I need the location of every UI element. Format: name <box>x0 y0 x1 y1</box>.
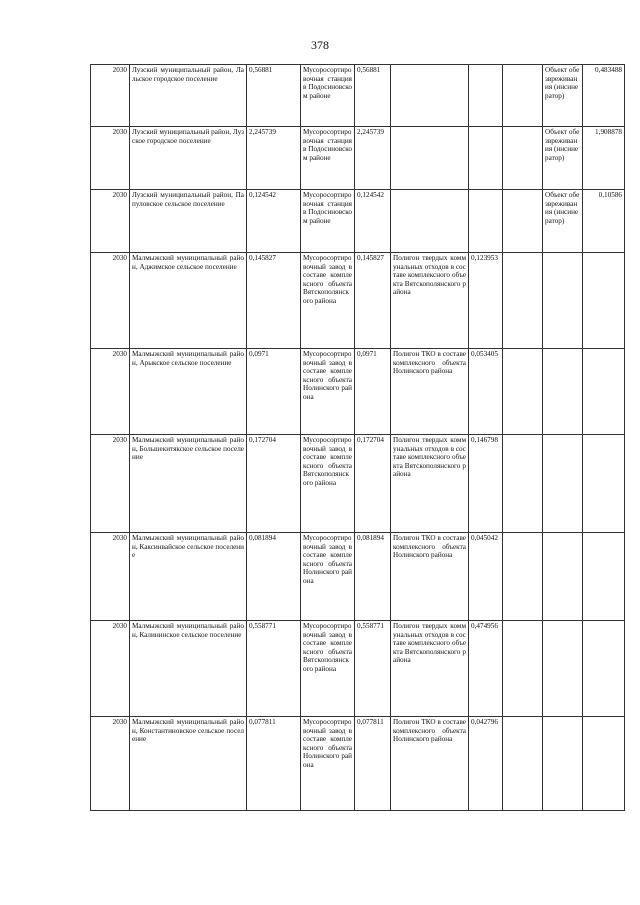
table-row <box>91 253 625 349</box>
table-row <box>91 349 625 435</box>
disposal-facility-cell <box>543 253 583 349</box>
sorting-mass-cell: 0,077811 <box>355 717 391 811</box>
sorting-facility-cell: Мусоросортировочный завод в составе комплексного объекта Нолинского района <box>301 533 355 621</box>
year-cell: 2030 <box>91 190 130 253</box>
year-cell: 2030 <box>91 349 130 435</box>
year-cell: 2030 <box>91 717 130 811</box>
empty-cell <box>503 621 543 717</box>
sorting-mass-cell: 0,56881 <box>355 65 391 127</box>
disposal-mass-cell <box>583 253 625 349</box>
landfill-cell: Полигон твердых коммунальных отходов в составе комплексного объекта Вятскополянского района <box>391 253 469 349</box>
disposal-facility-cell <box>543 435 583 533</box>
year-cell: 2030 <box>91 253 130 349</box>
landfill-mass-cell: 0,146798 <box>469 435 503 533</box>
table-body <box>91 65 625 811</box>
disposal-facility-cell: Объект обезвреживания (инсинератор) <box>543 65 583 127</box>
sorting-facility-cell: Мусоросортировочный завод в составе комплексного объекта Вятскополянского района <box>301 621 355 717</box>
sorting-facility-cell: Мусоросортировочный завод в составе комплексного объекта Нолинского района <box>301 717 355 811</box>
mass-cell: 0,145827 <box>247 253 301 349</box>
settlement-cell: Малмыжский муниципальный район, Константиновское сельское поселение <box>130 717 247 811</box>
sorting-facility-cell: Мусоросортировочная станция в Подосиновском районе <box>301 190 355 253</box>
table-row <box>91 621 625 717</box>
landfill-cell <box>391 65 469 127</box>
sorting-mass-cell: 0,172704 <box>355 435 391 533</box>
empty-cell <box>503 533 543 621</box>
empty-cell <box>503 253 543 349</box>
sorting-mass-cell: 0,124542 <box>355 190 391 253</box>
year-cell: 2030 <box>91 621 130 717</box>
mass-cell: 0,081894 <box>247 533 301 621</box>
disposal-mass-cell <box>583 435 625 533</box>
landfill-mass-cell: 0,474956 <box>469 621 503 717</box>
landfill-cell: Полигон ТКО в составе комплексного объекта Нолинского района <box>391 533 469 621</box>
settlement-cell: Малмыжский муниципальный район, Большекитякское сельское поселение <box>130 435 247 533</box>
sorting-mass-cell: 0,145827 <box>355 253 391 349</box>
year-cell: 2030 <box>91 65 130 127</box>
sorting-mass-cell: 2,245739 <box>355 127 391 190</box>
sorting-facility-cell: Мусоросортировочная станция в Подосиновском районе <box>301 65 355 127</box>
landfill-mass-cell <box>469 190 503 253</box>
table-row <box>91 717 625 811</box>
landfill-cell: Полигон твердых коммунальных отходов в составе комплексного объекта Вятскополянского района <box>391 435 469 533</box>
disposal-facility-cell <box>543 349 583 435</box>
landfill-cell <box>391 127 469 190</box>
waste-flow-table <box>90 64 625 811</box>
mass-cell: 0,077811 <box>247 717 301 811</box>
sorting-mass-cell: 0,0971 <box>355 349 391 435</box>
sorting-facility-cell: Мусоросортировочная станция в Подосиновском районе <box>301 127 355 190</box>
year-cell: 2030 <box>91 435 130 533</box>
landfill-mass-cell: 0,045042 <box>469 533 503 621</box>
disposal-facility-cell <box>543 533 583 621</box>
landfill-mass-cell <box>469 127 503 190</box>
settlement-cell: Лузский муниципальный район, Лузское городское поселение <box>130 127 247 190</box>
settlement-cell: Малмыжский муниципальный район, Каксинвайское сельское поселение <box>130 533 247 621</box>
sorting-facility-cell: Мусоросортировочный завод в составе комплексного объекта Вятскополянского района <box>301 435 355 533</box>
table-row <box>91 435 625 533</box>
table-row <box>91 127 625 190</box>
landfill-mass-cell <box>469 65 503 127</box>
landfill-cell: Полигон ТКО в составе комплексного объекта Нолинского района <box>391 349 469 435</box>
disposal-mass-cell <box>583 349 625 435</box>
sorting-facility-cell: Мусоросортировочный завод в составе комплексного объекта Вятскополянского района <box>301 253 355 349</box>
landfill-cell: Полигон ТКО в составе комплексного объекта Нолинского района <box>391 717 469 811</box>
disposal-mass-cell <box>583 621 625 717</box>
disposal-facility-cell <box>543 717 583 811</box>
mass-cell: 0,0971 <box>247 349 301 435</box>
disposal-facility-cell: Объект обезвреживания (инсинератор) <box>543 190 583 253</box>
mass-cell: 0,558771 <box>247 621 301 717</box>
page-number: 378 <box>311 38 329 52</box>
disposal-facility-cell <box>543 621 583 717</box>
landfill-mass-cell: 0,042796 <box>469 717 503 811</box>
empty-cell <box>503 190 543 253</box>
mass-cell: 2,245739 <box>247 127 301 190</box>
disposal-mass-cell <box>583 533 625 621</box>
sorting-mass-cell: 0,081894 <box>355 533 391 621</box>
settlement-cell: Лузский муниципальный район, Папуловское сельское поселение <box>130 190 247 253</box>
empty-cell <box>503 127 543 190</box>
mass-cell: 0,124542 <box>247 190 301 253</box>
landfill-mass-cell: 0,123953 <box>469 253 503 349</box>
empty-cell <box>503 65 543 127</box>
empty-cell <box>503 349 543 435</box>
empty-cell <box>503 717 543 811</box>
sorting-mass-cell: 0,558771 <box>355 621 391 717</box>
year-cell: 2030 <box>91 533 130 621</box>
settlement-cell: Малмыжский муниципальный район, Аджимское сельское поселение <box>130 253 247 349</box>
table-row <box>91 65 625 127</box>
settlement-cell: Малмыжский муниципальный район, Арыкское сельское поселение <box>130 349 247 435</box>
mass-cell: 0,56881 <box>247 65 301 127</box>
disposal-mass-cell: 0,483488 <box>583 65 625 127</box>
settlement-cell: Малмыжский муниципальный район, Калининское сельское поселение <box>130 621 247 717</box>
mass-cell: 0,172704 <box>247 435 301 533</box>
disposal-facility-cell: Объект обезвреживания (инсинератор) <box>543 127 583 190</box>
landfill-cell: Полигон твердых коммунальных отходов в составе комплексного объекта Вятскополянского района <box>391 621 469 717</box>
landfill-mass-cell: 0,053405 <box>469 349 503 435</box>
empty-cell <box>503 435 543 533</box>
landfill-cell <box>391 190 469 253</box>
year-cell: 2030 <box>91 127 130 190</box>
disposal-mass-cell <box>583 717 625 811</box>
table-row <box>91 190 625 253</box>
settlement-cell: Лузский муниципальный район, Лальское городское поселение <box>130 65 247 127</box>
table-row <box>91 533 625 621</box>
sorting-facility-cell: Мусоросортировочный завод в составе комплексного объекта Нолинского района <box>301 349 355 435</box>
disposal-mass-cell: 0,10586 <box>583 190 625 253</box>
disposal-mass-cell: 1,908878 <box>583 127 625 190</box>
